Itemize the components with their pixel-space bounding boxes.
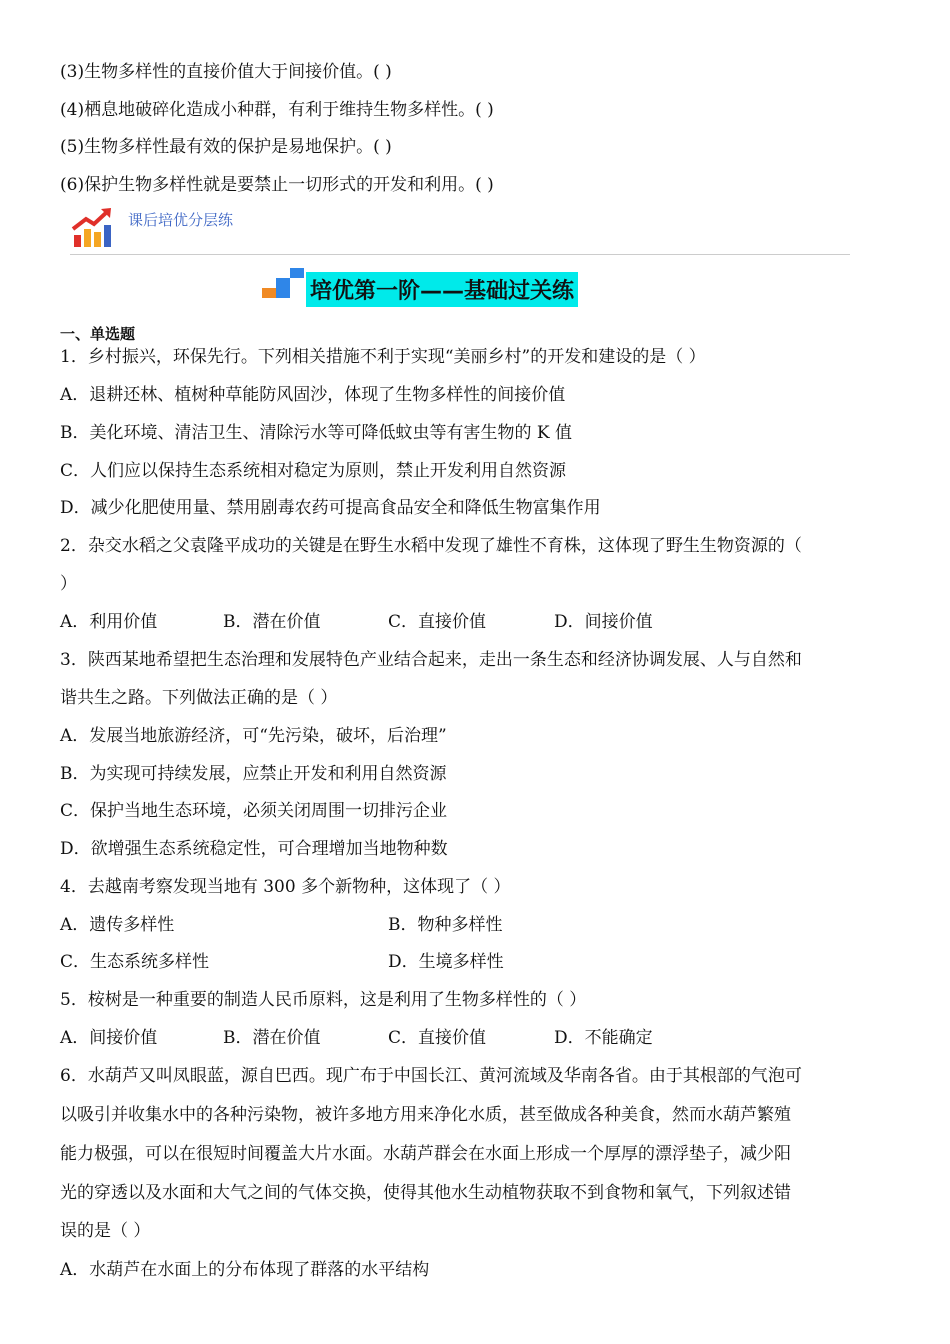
- q2-stem-line1: 2．杂交水稻之父袁隆平成功的关键是在野生水稻中发现了雄性不育株，这体现了野生生物资源的（: [60, 536, 802, 556]
- chart-arrow-icon: [70, 205, 116, 251]
- q4-option-d: D．生境多样性: [388, 952, 504, 972]
- banner-divider: [70, 254, 850, 255]
- q5-option-a: A．间接价值: [60, 1028, 158, 1048]
- q5-stem: 5．桉树是一种重要的制造人民币原料，这是利用了生物多样性的（ ）: [60, 990, 587, 1010]
- q4-option-a: A．遗传多样性: [60, 915, 175, 935]
- q2-option-c: C．直接价值: [388, 612, 487, 632]
- judge-item-3: (3)生物多样性的直接价值大于间接价值。( ): [60, 62, 392, 82]
- q4-option-b: B．物种多样性: [388, 915, 503, 935]
- q2-option-b: B．潜在价值: [223, 612, 321, 632]
- q1-option-a: A．退耕还林、植树种草能防风固沙，体现了生物多样性的间接价值: [60, 385, 566, 405]
- q4-option-c: C．生态系统多样性: [60, 952, 210, 972]
- judge-item-6: (6)保护生物多样性就是要禁止一切形式的开发和利用。( ): [60, 175, 494, 195]
- q2-option-a: A．利用价值: [60, 612, 158, 632]
- q3-stem-line2: 谐共生之路。下列做法正确的是（ ）: [60, 688, 338, 708]
- q6-stem-line1: 6．水葫芦又叫凤眼蓝，源自巴西。现广布于中国长江、黄河流域及华南各省。由于其根部的气泡可: [60, 1066, 802, 1086]
- q3-option-b: B．为实现可持续发展，应禁止开发和利用自然资源: [60, 764, 447, 784]
- q6-stem-line5: 误的是（ ）: [60, 1221, 151, 1241]
- judge-item-5: (5)生物多样性最有效的保护是易地保护。( ): [60, 137, 392, 157]
- section-title-text: 培优第一阶——基础过关练: [306, 272, 578, 307]
- q5-option-b: B．潜在价值: [223, 1028, 321, 1048]
- after-class-banner: [70, 205, 850, 257]
- q6-option-a: A．水葫芦在水面上的分布体现了群落的水平结构: [60, 1260, 430, 1280]
- q6-stem-line4: 光的穿透以及水面和大气之间的气体交换，使得其他水生动植物获取不到食物和氧气，下列叙述错: [60, 1183, 791, 1203]
- q3-option-a: A．发展当地旅游经济，可“先污染，破坏，后治理”: [60, 726, 447, 746]
- q1-option-c: C．人们应以保持生态系统相对稳定为原则，禁止开发利用自然资源: [60, 461, 567, 481]
- q1-option-b: B．美化环境、清洁卫生、清除污水等可降低蚊虫等有害生物的 K 值: [60, 423, 572, 443]
- q1-stem: 1．乡村振兴，环保先行。下列相关措施不利于实现“美丽乡村”的开发和建设的是（ ）: [60, 347, 706, 367]
- q2-option-d: D．间接价值: [554, 612, 653, 632]
- stairs-icon: [262, 268, 304, 302]
- q1-option-d: D．减少化肥使用量、禁用剧毒农药可提高食品安全和降低生物富集作用: [60, 498, 601, 518]
- q5-option-c: C．直接价值: [388, 1028, 487, 1048]
- q6-stem-line2: 以吸引并收集水中的各种污染物，被许多地方用来净化水质，甚至做成各种美食，然而水葫芦繁殖: [60, 1105, 791, 1125]
- q5-option-d: D．不能确定: [554, 1028, 653, 1048]
- q3-stem-line1: 3．陕西某地希望把生态治理和发展特色产业结合起来，走出一条生态和经济协调发展、人与自然和: [60, 650, 802, 670]
- q6-stem-line3: 能力极强，可以在很短时间覆盖大片水面。水葫芦群会在水面上形成一个厚厚的漂浮垫子，减少阳: [60, 1144, 791, 1164]
- q3-option-c: C．保护当地生态环境，必须关闭周围一切排污企业: [60, 801, 448, 821]
- q4-stem: 4．去越南考察发现当地有 300 多个新物种，这体现了（ ）: [60, 877, 511, 897]
- q2-stem-line2: ）: [60, 574, 77, 594]
- part-heading: 一、单选题: [60, 325, 136, 343]
- banner-label: 课后培优分层练: [128, 211, 234, 229]
- q3-option-d: D．欲增强生态系统稳定性，可合理增加当地物种数: [60, 839, 448, 859]
- judge-item-4: (4)栖息地破碎化造成小种群，有利于维持生物多样性。( ): [60, 100, 494, 120]
